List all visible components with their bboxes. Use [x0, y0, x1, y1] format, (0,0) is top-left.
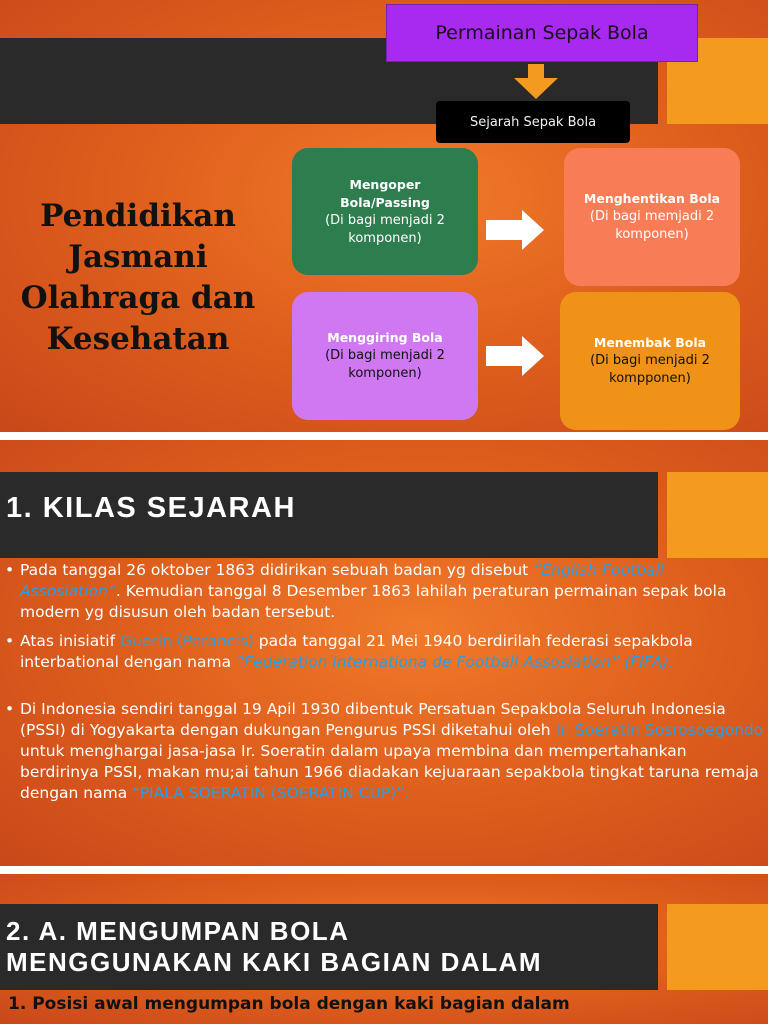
text-run: Pada tanggal 26 oktober 1863 didirikan sebuah badan yg disebut	[20, 561, 534, 579]
subject-title-line: Pendidikan	[40, 198, 236, 234]
subject-title-line: Olahraga dan	[20, 280, 256, 316]
topic-box: Permainan Sepak Bola	[386, 4, 698, 62]
card-title: Menembak Bola	[593, 335, 707, 350]
text-run: pada tanggal 21 Mei 1940 berdirilah federasi sepakbola interbational dengan nama	[20, 632, 693, 671]
card-stopping	[564, 148, 740, 286]
highlight-text: “Federation Internationa de Football Assosiation” (FIFA).	[236, 653, 674, 671]
subject-title	[18, 196, 258, 360]
right-arrow-icon	[486, 336, 546, 376]
heading-line: MENGGUNAKAN KAKI BAGIAN DALAM	[6, 947, 543, 977]
card-dribbling	[292, 292, 478, 420]
text-run: untuk menghargai jasa-jasa Ir. Soeratin dalam upaya membina dan mempertahankan berdirinya PSSI, makan mu;ai tahun 1966 diadakan kejuaraan sepakbola tingkat taruna remaja dengan nama	[20, 742, 759, 802]
accent-square	[667, 472, 768, 558]
card-subtitle: (Di bagi menjadi 2 kompponen)	[590, 353, 710, 386]
subject-title-line: Kesehatan	[46, 321, 230, 357]
accent-square	[667, 904, 768, 990]
list-item	[0, 631, 768, 673]
heading-line: 2. A. MENGUMPAN BOLA	[6, 916, 350, 946]
text-run: . Kemudian tanggal 8 Desember 1863 lahilah peraturan permainan sepak bola modern yg disusun oleh badan tersebut.	[20, 582, 727, 621]
slide-overview	[0, 0, 768, 432]
card-title: Menghentikan Bola	[583, 191, 721, 206]
slide-history	[0, 440, 768, 866]
card-subtitle: (Di bagi menjadi 2 komponen)	[325, 348, 445, 381]
card-passing	[292, 148, 478, 275]
list-item: 1. Posisi awal mengumpan bola dengan kaki bagian dalam	[8, 994, 570, 1014]
card-shooting	[560, 292, 740, 430]
section-heading	[6, 916, 542, 978]
slide-passing	[0, 874, 768, 1024]
card-title: Mengoper Bola/Passing	[340, 176, 430, 210]
highlight-text: Guerin (Perancis)	[120, 632, 254, 650]
card-subtitle: (Di bagi memjadi 2 komponen)	[589, 209, 715, 242]
list-item	[0, 699, 768, 804]
right-arrow-icon	[486, 210, 546, 250]
text-run: Atas inisiatif	[20, 632, 120, 650]
list-item	[0, 560, 768, 623]
history-box: Sejarah Sepak Bola	[436, 101, 630, 143]
down-arrow-icon	[512, 64, 560, 100]
subject-title-line: Jasmani	[68, 239, 208, 275]
card-title: Menggiring Bola	[327, 330, 443, 345]
highlight-text: “English Football Assosiation”	[20, 561, 665, 600]
text-run: Di Indonesia sendiri tanggal 19 Apil 1930 dibentuk Persatuan Sepakbola Seluruh Indonesia (PSSI) di Yogyakarta dengan dukungan Pengurus PSSI diketahui oleh	[20, 700, 726, 739]
card-subtitle: (Di bagi menjadi 2 komponen)	[325, 212, 445, 246]
section-heading: 1. KILAS SEJARAH	[6, 492, 296, 524]
highlight-text: “PIALA SOERATIN (SOERATIN CUP)”.	[132, 784, 410, 802]
highlight-text: Ir. Soeratin Sosrosoegondo	[555, 721, 764, 739]
history-list	[0, 560, 768, 812]
